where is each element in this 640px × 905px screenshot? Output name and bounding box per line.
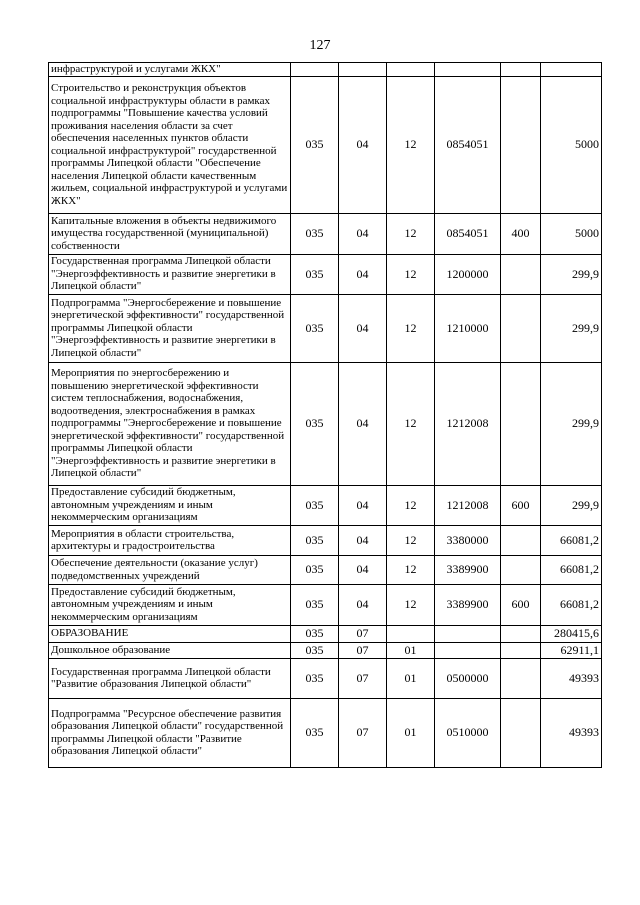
subsection-code: 12: [387, 254, 435, 294]
target-article-code: [435, 63, 501, 77]
target-article-code: 1212008: [435, 362, 501, 485]
ministry-code: 035: [291, 294, 339, 362]
amount: 66081,2: [541, 555, 602, 584]
amount: 299,9: [541, 254, 602, 294]
amount: 66081,2: [541, 584, 602, 625]
target-article-code: 3389900: [435, 555, 501, 584]
target-article-code: 3389900: [435, 584, 501, 625]
expense-type-code: [501, 63, 541, 77]
subsection-code: [387, 63, 435, 77]
subsection-code: 01: [387, 698, 435, 767]
section-code: 04: [339, 76, 387, 213]
section-code: 04: [339, 362, 387, 485]
amount: 299,9: [541, 362, 602, 485]
amount: 66081,2: [541, 525, 602, 555]
item-name: Строительство и реконструкция объектов социальной инфраструктуры области в рамках подпрограммы "Повышение качества условий проживания населения области за счет обеспечения населенных пунктов области социальной инфраструктурой" государственной программы Липецкой области "Обеспечение населения Липецкой области качественным жильем, социальной инфраструктурой и услугами ЖКХ": [49, 76, 291, 213]
ministry-code: 035: [291, 625, 339, 642]
table-row: [49, 525, 602, 555]
expense-type-code: [501, 76, 541, 213]
amount: 280415,6: [541, 625, 602, 642]
subsection-code: 12: [387, 294, 435, 362]
ministry-code: 035: [291, 555, 339, 584]
expense-type-code: 600: [501, 485, 541, 525]
subsection-code: 12: [387, 213, 435, 254]
section-code: 04: [339, 525, 387, 555]
target-article-code: 3380000: [435, 525, 501, 555]
ministry-code: 035: [291, 362, 339, 485]
ministry-code: 035: [291, 525, 339, 555]
target-article-code: 0510000: [435, 698, 501, 767]
amount: 5000: [541, 213, 602, 254]
ministry-code: 035: [291, 642, 339, 658]
amount: [541, 63, 602, 77]
expense-type-code: 600: [501, 584, 541, 625]
table-row: [49, 584, 602, 625]
budget-table: [48, 62, 602, 768]
section-code: [339, 63, 387, 77]
item-name: Подпрограмма "Ресурсное обеспечение развития образования Липецкой области" государственной программы Липецкой области "Развитие образования Липецкой области": [49, 698, 291, 767]
expense-type-code: [501, 625, 541, 642]
section-code: 07: [339, 698, 387, 767]
ministry-code: 035: [291, 584, 339, 625]
table-row: [49, 485, 602, 525]
ministry-code: 035: [291, 698, 339, 767]
ministry-code: 035: [291, 658, 339, 698]
subsection-code: [387, 625, 435, 642]
item-name: Государственная программа Липецкой области "Энергоэффективность и развитие энергетики в Липецкой области": [49, 254, 291, 294]
table-row: [49, 76, 602, 213]
subsection-code: 12: [387, 555, 435, 584]
amount: 49393: [541, 658, 602, 698]
subsection-code: 01: [387, 658, 435, 698]
item-name: Предоставление субсидий бюджетным, автономным учреждениям и иным некоммерческим организациям: [49, 584, 291, 625]
expense-type-code: [501, 362, 541, 485]
table-row: [49, 254, 602, 294]
section-code: 07: [339, 642, 387, 658]
section-code: 07: [339, 625, 387, 642]
expense-type-code: [501, 698, 541, 767]
expense-type-code: [501, 254, 541, 294]
expense-type-code: [501, 294, 541, 362]
table-row: [49, 642, 602, 658]
subsection-code: 12: [387, 76, 435, 213]
table-row: [49, 63, 602, 77]
section-code: 04: [339, 254, 387, 294]
target-article-code: 1212008: [435, 485, 501, 525]
table-row: [49, 658, 602, 698]
amount: 299,9: [541, 294, 602, 362]
target-article-code: 0854051: [435, 213, 501, 254]
section-code: 04: [339, 584, 387, 625]
ministry-code: 035: [291, 213, 339, 254]
target-article-code: [435, 625, 501, 642]
item-name: Мероприятия по энергосбережению и повышению энергетической эффективности систем теплоснабжения, водоснабжения, водоотведения, электроснабжения в рамках подпрограммы "Энергосбережение и повышение энергетической эффективности" государственной программы Липецкой области "Энергоэффективность и развитие энергетики в Липецкой области": [49, 362, 291, 485]
table-row: [49, 362, 602, 485]
table-row: [49, 698, 602, 767]
page-number: 127: [309, 38, 331, 53]
item-name: инфраструктурой и услугами ЖКХ": [49, 63, 291, 77]
section-code: 07: [339, 658, 387, 698]
amount: 299,9: [541, 485, 602, 525]
item-name: Предоставление субсидий бюджетным, автономным учреждениям и иным некоммерческим организациям: [49, 485, 291, 525]
amount: 49393: [541, 698, 602, 767]
subsection-code: 12: [387, 525, 435, 555]
item-name: Государственная программа Липецкой области "Развитие образования Липецкой области": [49, 658, 291, 698]
expense-type-code: [501, 525, 541, 555]
subsection-code: 12: [387, 362, 435, 485]
target-article-code: 0500000: [435, 658, 501, 698]
table-row: [49, 213, 602, 254]
ministry-code: [291, 63, 339, 77]
ministry-code: 035: [291, 76, 339, 213]
item-name: Обеспечение деятельности (оказание услуг) подведомственных учреждений: [49, 555, 291, 584]
subsection-code: 12: [387, 584, 435, 625]
section-code: 04: [339, 213, 387, 254]
item-name: Мероприятия в области строительства, архитектуры и градостроительства: [49, 525, 291, 555]
amount: 5000: [541, 76, 602, 213]
item-name: Капитальные вложения в объекты недвижимого имущества государственной (муниципальной) собственности: [49, 213, 291, 254]
item-name: Дошкольное образование: [49, 642, 291, 658]
subsection-code: 01: [387, 642, 435, 658]
expense-type-code: 400: [501, 213, 541, 254]
table-row: [49, 625, 602, 642]
item-name: Подпрограмма "Энергосбережение и повышение энергетической эффективности" государственной программы Липецкой области "Энергоэффективность и развитие энергетики в Липецкой области": [49, 294, 291, 362]
subsection-code: 12: [387, 485, 435, 525]
target-article-code: 0854051: [435, 76, 501, 213]
expense-type-code: [501, 658, 541, 698]
section-code: 04: [339, 555, 387, 584]
ministry-code: 035: [291, 254, 339, 294]
table-row: [49, 294, 602, 362]
target-article-code: [435, 642, 501, 658]
ministry-code: 035: [291, 485, 339, 525]
section-code: 04: [339, 485, 387, 525]
expense-type-code: [501, 642, 541, 658]
expense-type-code: [501, 555, 541, 584]
section-code: 04: [339, 294, 387, 362]
amount: 62911,1: [541, 642, 602, 658]
target-article-code: 1200000: [435, 254, 501, 294]
item-name: ОБРАЗОВАНИЕ: [49, 625, 291, 642]
table-row: [49, 555, 602, 584]
target-article-code: 1210000: [435, 294, 501, 362]
